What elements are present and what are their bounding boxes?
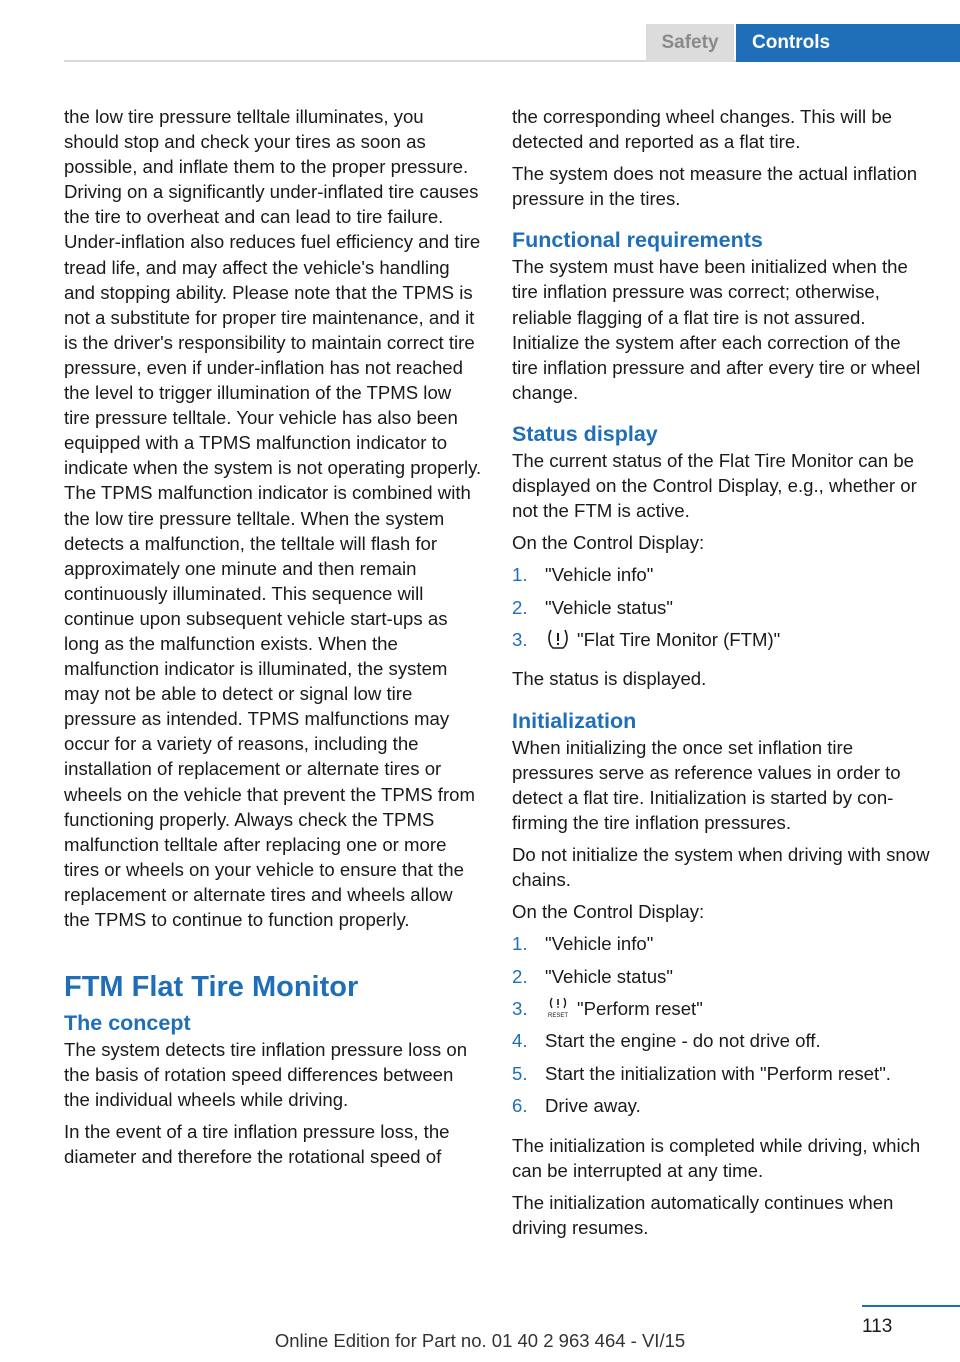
list-item: 3. "Flat Tire Monitor (FTM)"	[512, 627, 930, 659]
initialization-on-display-label: On the Control Display:	[512, 901, 705, 923]
section-tab-safety: Safety	[646, 24, 734, 62]
functional-requirements-paragraph: The system must have been initialized when the tire inflation pressure was correct; otherwise, reliable flagging of a flat tire is not assured. Initialize the system after each correction of the tire inflation pressure and after every tire or wheel change.	[512, 256, 921, 403]
status-display-heading: Status display	[512, 421, 658, 446]
section-title: FTM Flat Tire Monitor	[64, 971, 359, 1004]
initialization-heading: Initialization	[512, 708, 637, 733]
reset-icon-label: RESET	[547, 1013, 569, 1020]
concept-paragraph-2: In the event of a tire inflation pressure loss, the diameter and therefore the rotational speed of	[64, 1121, 450, 1168]
list-item: 2. "Vehicle status"	[512, 596, 673, 618]
status-result: The status is displayed.	[512, 668, 707, 690]
tire-reset-icon	[545, 997, 571, 1025]
list-item: 2. "Vehicle status"	[512, 965, 673, 987]
functional-requirements-heading: Functional requirements	[512, 228, 763, 253]
list-item: 6. Drive away.	[512, 1095, 641, 1117]
continued-paragraph-2: The system does not measure the actual inflation pressure in the tires.	[512, 163, 918, 210]
list-item: 1. "Vehicle info"	[512, 564, 654, 586]
list-item: 3. RESET "Perform reset"	[512, 996, 930, 1028]
status-on-display-label: On the Control Display:	[512, 532, 705, 554]
footer-rule	[862, 1305, 960, 1307]
initialization-paragraph-3: The initialization is completed while driving, which can be interrupted at any time.	[512, 1134, 921, 1181]
continued-paragraph-1: the corresponding wheel changes. This will be detected and reported as a flat tire.	[512, 106, 893, 153]
edition-footer: Online Edition for Part no. 01 40 2 963 464 - VI/15	[274, 1330, 686, 1351]
list-item: 5. Start the initialization with "Perform reset".	[512, 1062, 891, 1084]
concept-heading: The concept	[64, 1011, 191, 1036]
flat-tire-warning-icon	[545, 628, 571, 656]
left-column	[64, 104, 482, 1177]
page-number: 113	[862, 1316, 893, 1337]
initialization-steps-list	[512, 931, 930, 1125]
initialization-paragraph-2: Do not initialize the system when driving with snow chains.	[512, 843, 930, 891]
list-item: 1. "Vehicle info"	[512, 933, 654, 955]
initialization-paragraph-1: When initializing the once set inflation tire pressures serve as reference values in order to detect a flat tire. Initialization is started by confirming the tire inflation pressures.	[512, 736, 901, 833]
section-tab-controls: Controls	[736, 24, 960, 62]
list-item: 4. Start the engine - do not drive off.	[512, 1030, 821, 1052]
page-header	[0, 24, 960, 62]
right-column	[512, 104, 930, 1247]
status-steps-list	[512, 562, 930, 659]
concept-paragraph-1: The system detects tire inflation pressure loss on the basis of rotation speed differences between the individual wheels while driving.	[64, 1039, 468, 1111]
initialization-paragraph-4: The initialization automatically continues when driving resumes.	[512, 1191, 894, 1238]
status-display-paragraph: The current status of the Flat Tire Monitor can be displayed on the Control Display, e.g., whether or not the FTM is active.	[512, 449, 917, 522]
tpms-warning-paragraph: the low tire pressure telltale illuminates, you should stop and check your tires as soon as possible, and inflate them to the proper pressure. Driving on a significantly under-inflated tire causes the tire to overheat and can lead to tire failure. Under-inflation also reduces fuel efficiency and tire tread life, and may affect the vehicle's handling and stopping ability. Please note that the TPMS is not a substitute for proper tire maintenance, and it is the driver's responsibility to maintain correct tire pressure, even if under-inflation has not reached the level to trigger illumination of the TPMS low tire pressure telltale. Your vehicle has also been equipped with a TPMS malfunction indicator to indicate when the system is not operating properly. The TPMS malfunction indicator is combined with the low tire pressure telltale. When the system detects a malfunction, the telltale will flash for approximately one minute and then remain continuously illuminated. This sequence will continue upon subsequent vehicle start-ups as long as the malfunction exists. When the malfunction indicator is illuminated, the system may not be able to detect or signal low tire pressure as intended. TPMS malfunctions may occur for a variety of reasons, including the installation of replacement or alternate tires or wheels on the vehicle that prevent the TPMS from functioning properly. Always check the TPMS malfunction telltale after replacing one or more tires or wheels on your vehicle to ensure that the replacement or alternate tires and wheels allow the TPMS to continue to function properly.	[64, 106, 482, 930]
